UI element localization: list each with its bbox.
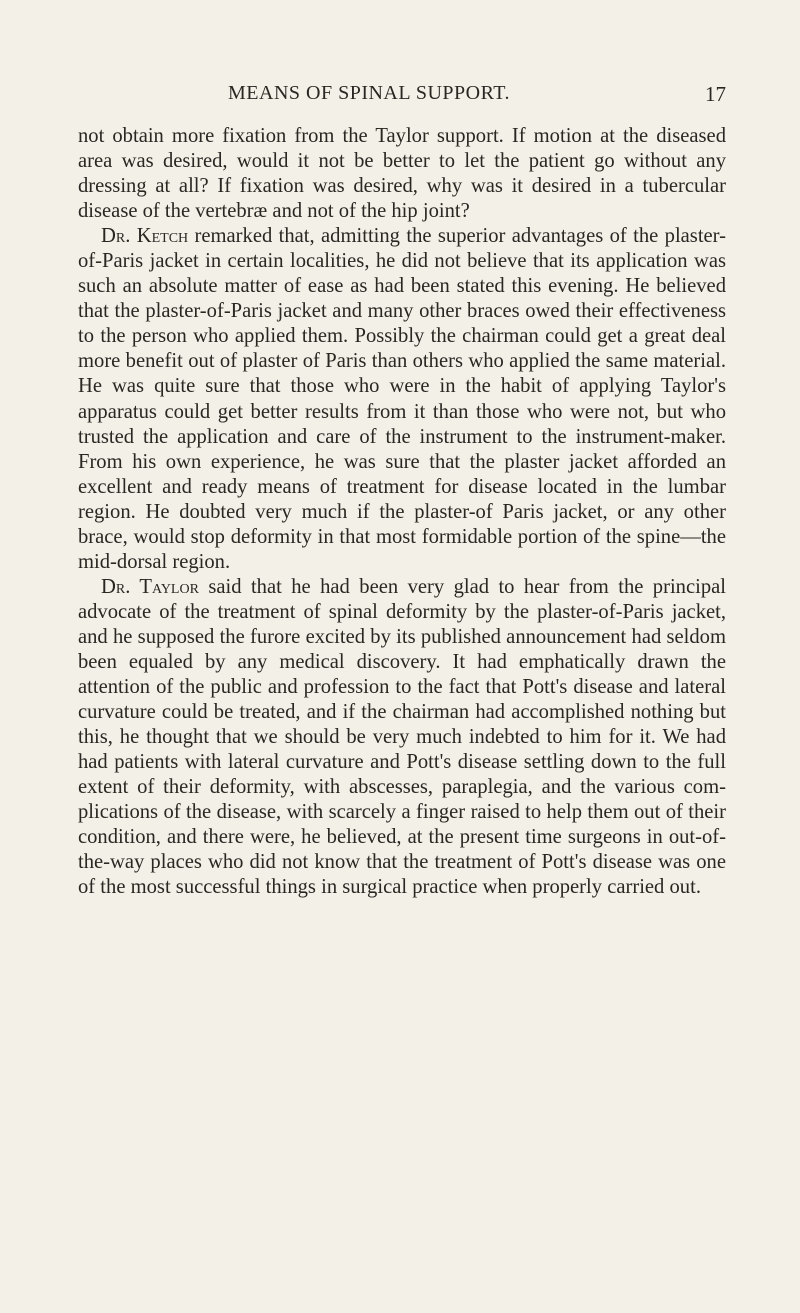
paragraph-1 xyxy=(78,124,726,224)
body-text xyxy=(78,124,726,900)
paragraph-2 xyxy=(78,224,726,575)
page-number: 17 xyxy=(705,82,726,106)
paragraph-3 xyxy=(78,575,726,901)
paragraph-3-text: said that he had been very glad to hear from the principal advocate of the treatment of spinal deformity by the plaster-of-Paris jacket, and he supposed the furore excited by its published announcement had seldom been equaled by any medical discovery. It had emphatically drawn the attention of the public and profession to the fact that Pott's disease and lateral curvature could be treated, and if the chairman had accomplished nothing but this, he thought that we should be very much indebted to him for it. We had had patients with lateral curvature and Pott's disease settling down to the full extent of their deformity, with abscesses, paraplegia, and the various complications of the disease, with scarcely a finger raised to help them out of their condition, and there were, he believed, at the present time surgeons in out-of-the-way places who did not know that the treatment of Pott's disease was one of the most successful things in surgical practice when properly carried out. xyxy=(78,575,726,899)
speaker-ketch: Dr. Ketch xyxy=(101,225,189,248)
speaker-taylor: Dr. Taylor xyxy=(101,575,199,598)
running-title: MEANS OF SPINAL SUPPORT. xyxy=(228,82,510,104)
paragraph-2-text: remarked that, admitting the superior advantages of the plaster-of-Paris jacket in certain localities, he did not believe that its application was such an absolute matter of ease as had been stated this evening. He believed that the plaster-of-Paris jacket and many other braces owed their effectiveness to the person who applied them. Possibly the chairman could get a great deal more benefit out of plaster of Paris than others who applied the same material. He was quite sure that those who were in the habit of applying Taylor's apparatus could get better results from it than those who were not, but who trusted the application and care of the instrument to the instrument-maker. From his own experience, he was sure that the plaster jacket afforded an excellent and ready means of treatment for disease located in the lumbar region. He doubted very much if the plaster-of Paris jacket, or any other brace, would stop deformity in that most formidable portion of the spine—the mid-dorsal region. xyxy=(78,225,726,573)
paragraph-1-text: not obtain more fixation from the Taylor support. If motion at the diseased area was desired, would it not be better to let the patient go without any dressing at all? If fixation was desired, why was it desired in a tubercular disease of the vertebræ and not of the hip joint? xyxy=(78,125,726,223)
running-head xyxy=(78,82,726,112)
